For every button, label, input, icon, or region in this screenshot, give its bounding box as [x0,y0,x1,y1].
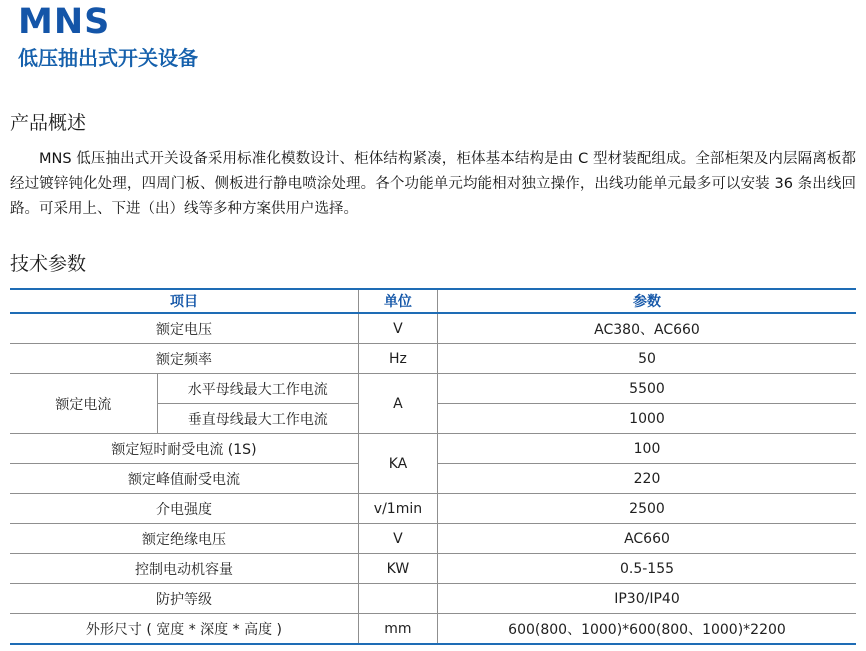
specs-table-header-row [10,289,856,313]
table-row [10,313,856,344]
spec-value-cell: 100 [437,434,856,464]
spec-item-cell: 额定频率 [10,344,358,374]
table-row [10,434,856,464]
spec-item-cell: 外形尺寸 ( 宽度 * 深度 * 高度 ) [10,614,358,645]
spec-value-cell: 50 [437,344,856,374]
spec-unit-cell [358,584,437,614]
table-row [10,584,856,614]
product-series-subtitle: 低压抽出式开关设备 [18,46,198,70]
spec-item-cell: 额定电压 [10,313,358,344]
product-series-title: MNS [18,2,111,42]
specs-table [10,288,856,645]
column-header-unit: 单位 [358,289,437,313]
table-row [10,614,856,645]
spec-value-cell: 5500 [437,374,856,404]
spec-value-cell: 600(800、1000)*600(800、1000)*2200 [437,614,856,645]
spec-unit-cell: mm [358,614,437,645]
column-header-item: 项目 [10,289,358,313]
spec-unit-cell: KA [358,434,437,494]
spec-value-cell: 2500 [437,494,856,524]
table-row [10,494,856,524]
spec-item-group-cell: 额定电流 [10,374,157,434]
spec-unit-cell: KW [358,554,437,584]
spec-item-cell: 额定短时耐受电流 (1S) [10,434,358,464]
spec-value-cell: 220 [437,464,856,494]
spec-item-cell: 额定峰值耐受电流 [10,464,358,494]
overview-paragraph: MNS 低压抽出式开关设备采用标准化模数设计、柜体结构紧凑，柜体基本结构是由 C 型材装配组成。全部柜架及内层隔离板都经过镀锌钝化处理，四周门板、侧板进行静电喷涂处理。各个功能单元均能相对独立操作，出线功能单元最多可以安装 36 条出线回路。可采用上、下进（出）线等多种方案供用户选择。 [10,151,856,217]
spec-value-cell: 0.5-155 [437,554,856,584]
table-row [10,374,856,404]
spec-unit-cell: A [358,374,437,434]
spec-value-cell: AC380、AC660 [437,313,856,344]
table-row [10,344,856,374]
spec-value-cell: IP30/IP40 [437,584,856,614]
spec-item-cell: 介电强度 [10,494,358,524]
spec-item-cell: 额定绝缘电压 [10,524,358,554]
spec-unit-cell: V [358,313,437,344]
table-row [10,524,856,554]
spec-unit-cell: v/1min [358,494,437,524]
spec-value-cell: AC660 [437,524,856,554]
overview-section-heading: 产品概述 [10,112,87,134]
spec-subitem-cell: 水平母线最大工作电流 [157,374,358,404]
spec-unit-cell: Hz [358,344,437,374]
spec-item-cell: 控制电动机容量 [10,554,358,584]
column-header-value: 参数 [437,289,856,313]
specs-section-heading: 技术参数 [10,253,87,275]
spec-unit-cell: V [358,524,437,554]
spec-item-cell: 防护等级 [10,584,358,614]
spec-subitem-cell: 垂直母线最大工作电流 [157,404,358,434]
spec-value-cell: 1000 [437,404,856,434]
table-row [10,554,856,584]
